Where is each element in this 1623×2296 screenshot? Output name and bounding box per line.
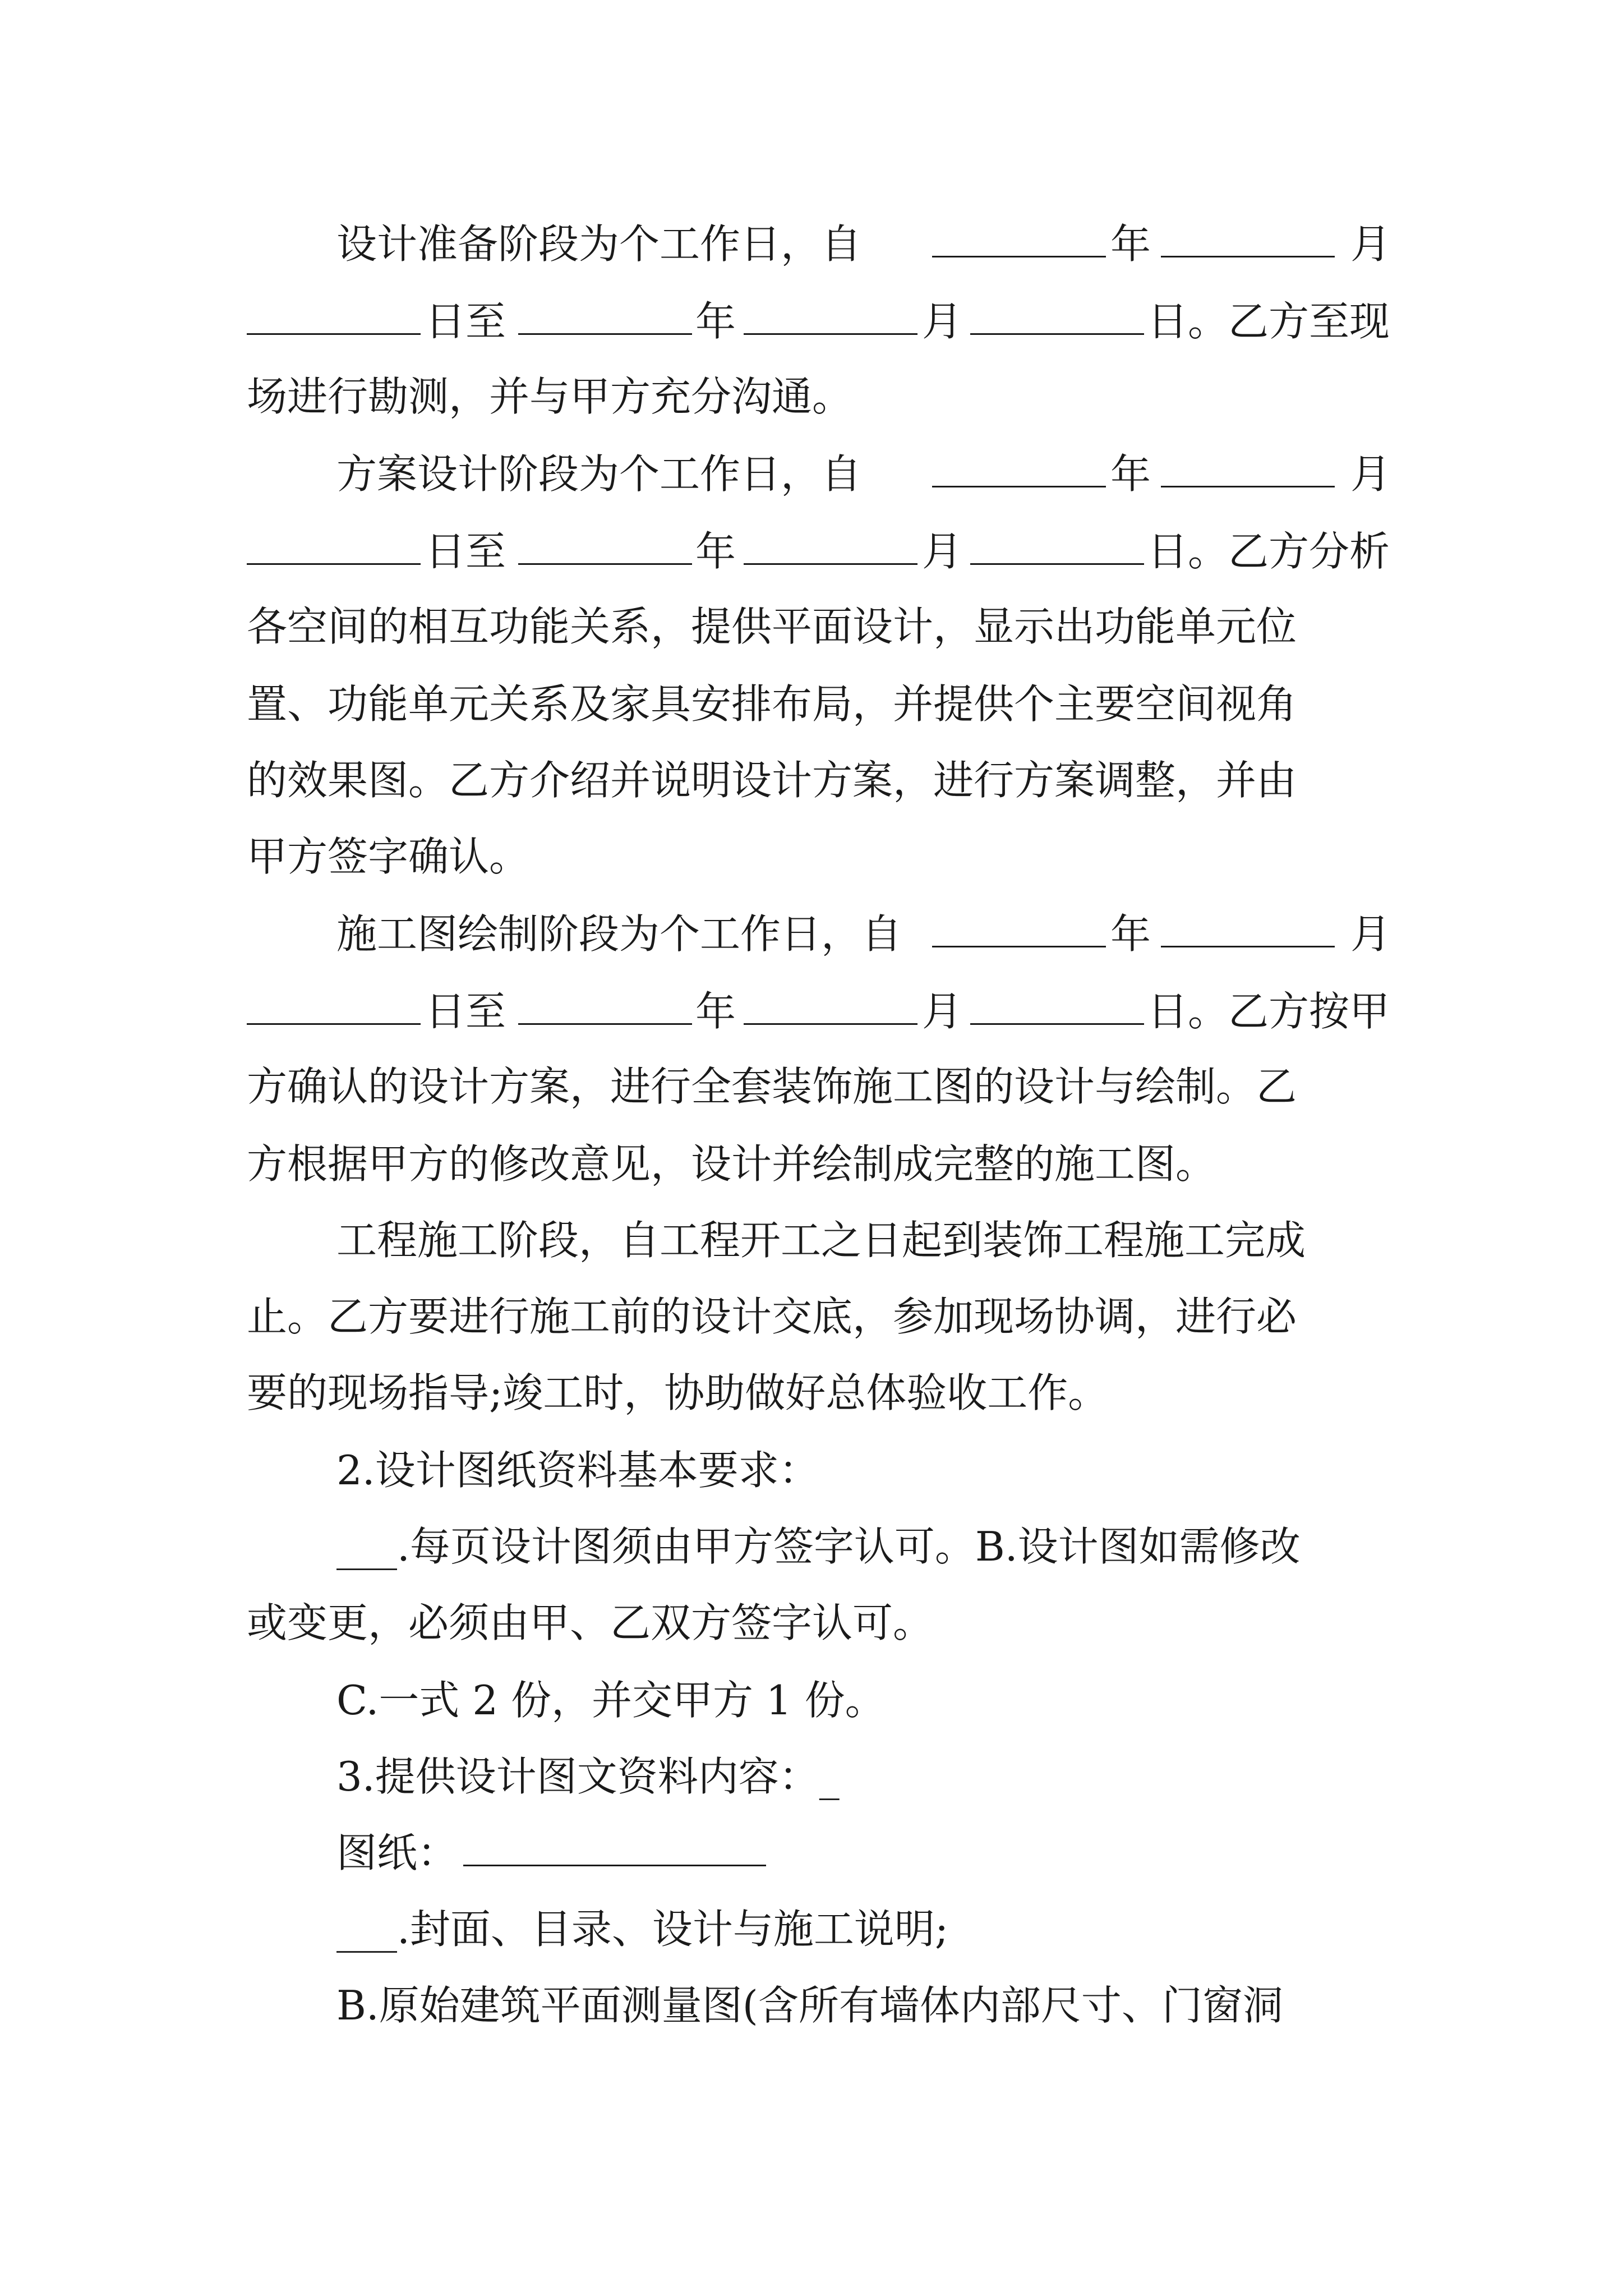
text-run: 日至 xyxy=(425,528,506,575)
text-line xyxy=(247,1816,1391,1889)
text-line xyxy=(247,1893,1391,1966)
fill-blank xyxy=(518,515,692,565)
fill-blank xyxy=(970,515,1144,565)
text-run: 工程施工阶段，自工程开工之日起到装饰工程施工完成 xyxy=(336,1217,1306,1264)
text-line xyxy=(247,208,1391,280)
fill-blank xyxy=(247,975,421,1025)
text-run: 年 xyxy=(1110,220,1151,268)
fill-blank xyxy=(932,438,1106,487)
text-run: 月 xyxy=(1350,450,1391,498)
text-run: 月 xyxy=(1350,220,1391,268)
text-run: 要的现场指导;竣工时，协助做好总体验收工作。 xyxy=(247,1369,1109,1416)
text-run: 图纸： xyxy=(336,1829,458,1876)
fill-blank xyxy=(932,898,1106,947)
text-run: 月 xyxy=(922,988,963,1035)
fill-blank xyxy=(970,975,1144,1025)
text-run: 甲方签字确认。 xyxy=(247,833,530,880)
text-line xyxy=(247,438,1391,510)
text-run: 月 xyxy=(922,528,963,575)
text-run: 施工图绘制阶段为个工作日，自 xyxy=(336,910,902,958)
fill-blank xyxy=(518,975,692,1025)
text-run: ___.每页设计图须由甲方签字认可。B.设计图如需修改 xyxy=(336,1523,1301,1570)
text-run: 方确认的设计方案，进行全套装饰施工图的设计与绘制。乙 xyxy=(247,1063,1297,1110)
text-line xyxy=(247,1050,1391,1123)
text-run: 方根据甲方的修改意见，设计并绘制成完整的施工图。 xyxy=(247,1140,1216,1188)
text-line xyxy=(247,1969,1391,2042)
fill-blank xyxy=(247,515,421,565)
text-run: 年 xyxy=(1110,450,1151,498)
text-run: 年 xyxy=(695,298,736,345)
text-run: 日。乙方至现 xyxy=(1147,298,1390,345)
text-line xyxy=(247,1356,1391,1429)
text-line xyxy=(247,515,1391,588)
text-line xyxy=(247,1280,1391,1353)
text-run: 的效果图。乙方介绍并说明设计方案，进行方案调整，并由 xyxy=(247,757,1297,804)
text-run: 止。乙方要进行施工前的设计交底，参加现场协调，进行必 xyxy=(247,1293,1297,1340)
text-line xyxy=(247,1586,1391,1659)
text-run: 月 xyxy=(1350,910,1391,958)
text-run: 月 xyxy=(922,298,963,345)
text-run: 日。乙方按甲 xyxy=(1147,988,1390,1035)
fill-blank xyxy=(518,285,692,335)
text-line xyxy=(247,1128,1391,1200)
text-line xyxy=(247,744,1391,817)
text-run: 年 xyxy=(695,528,736,575)
text-line xyxy=(247,285,1391,358)
fill-blank xyxy=(463,1816,766,1866)
text-line xyxy=(247,1510,1391,1583)
fill-blank xyxy=(247,285,421,335)
fill-blank xyxy=(1161,898,1335,947)
text-run: C.一式 2 份，并交甲方 1 份。 xyxy=(336,1677,886,1724)
fill-blank xyxy=(932,208,1106,257)
text-run: 日至 xyxy=(425,988,506,1035)
fill-blank xyxy=(744,975,917,1025)
fill-blank xyxy=(744,285,917,335)
text-line xyxy=(247,975,1391,1048)
text-line xyxy=(247,668,1391,740)
text-run: B.原始建筑平面测量图(含所有墙体内部尺寸、门窗洞 xyxy=(336,1982,1283,2029)
text-run: 或变更，必须由甲、乙双方签字认可。 xyxy=(247,1599,934,1646)
text-run: 年 xyxy=(1110,910,1151,958)
text-run: 2.设计图纸资料基本要求： xyxy=(336,1447,819,1494)
text-run: 各空间的相互功能关系，提供平面设计，显示出功能单元位 xyxy=(247,603,1297,650)
fill-blank xyxy=(1161,438,1335,487)
text-run: 方案设计阶段为个工作日，自 xyxy=(336,450,862,498)
text-line xyxy=(247,1204,1391,1277)
text-run: 日至 xyxy=(425,298,506,345)
section-heading xyxy=(247,1740,1391,1813)
text-line xyxy=(247,820,1391,893)
text-run: 场进行勘测，并与甲方充分沟通。 xyxy=(247,373,853,420)
text-run: 年 xyxy=(695,988,736,1035)
text-line xyxy=(247,590,1391,663)
fill-blank xyxy=(744,515,917,565)
fill-blank xyxy=(1161,208,1335,257)
text-run: 设计准备阶段为个工作日，自 xyxy=(336,220,862,268)
fill-blank xyxy=(970,285,1144,335)
text-run: ___.封面、目录、设计与施工说明; xyxy=(336,1906,949,1953)
text-line xyxy=(247,898,1391,970)
section-heading xyxy=(247,1434,1391,1507)
text-line xyxy=(247,360,1391,433)
text-run: 日。乙方分析 xyxy=(1147,528,1390,575)
text-line xyxy=(247,1664,1391,1737)
text-run: 3.提供设计图文资料内容：_ xyxy=(336,1753,840,1800)
text-run: 置、功能单元关系及家具安排布局，并提供个主要空间视角 xyxy=(247,680,1297,728)
